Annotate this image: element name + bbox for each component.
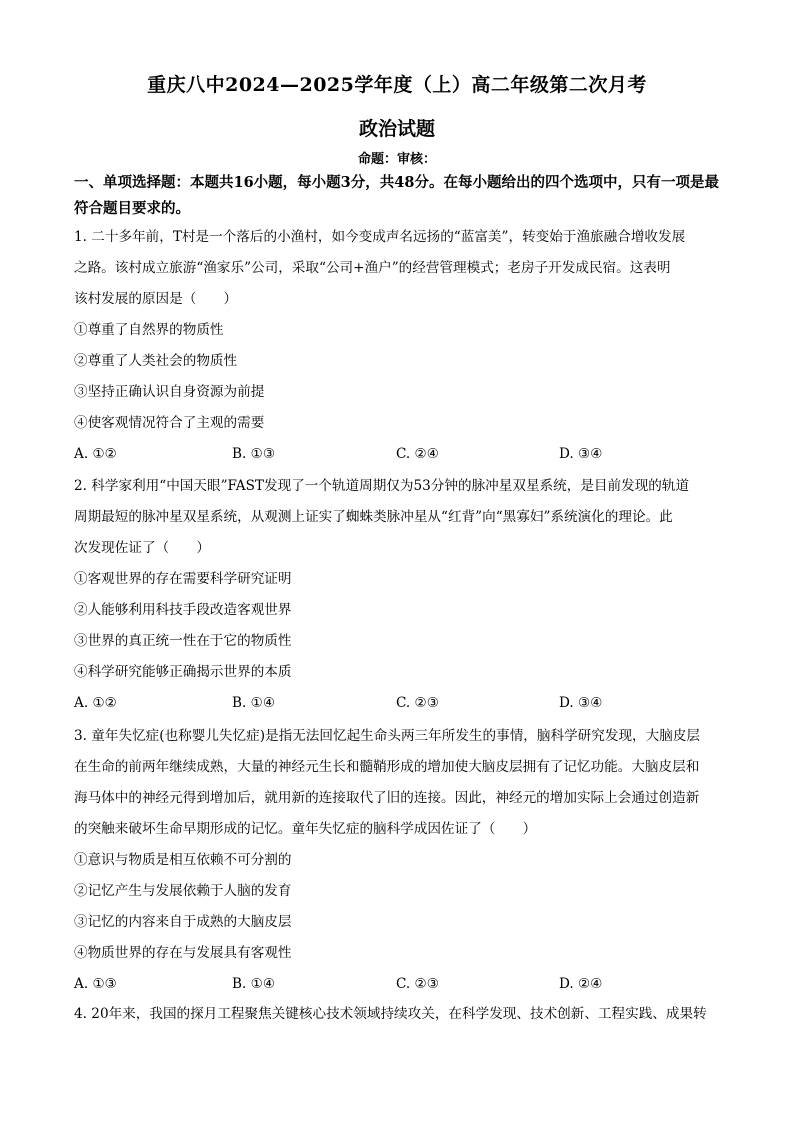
question-block	[74, 999, 724, 1030]
answer-choices	[74, 439, 724, 470]
statement-option: ①意识与物质是相互依赖不可分割的	[74, 852, 292, 868]
answer-choices	[74, 969, 724, 1000]
question-stem: 该村发展的原因是（ ）	[74, 291, 238, 307]
question-stem: 海马体中的神经元得到增加后，就用新的连接取代了旧的连接。因此，神经元的增加实际上会通过创造新	[74, 790, 700, 806]
question-stem: 2. 科学家利用“中国天眼”FAST发现了一个轨道周期仅为53分钟的脉冲星双星系统，是目前发现的轨道	[74, 478, 690, 494]
question-stem: 在生命的前两年继续成熟，大量的神经元生长和髓鞘形成的增加使大脑皮层拥有了记忆功能。大脑皮层和	[74, 759, 700, 775]
statement-option: ③世界的真正统一性在于它的物质性	[74, 633, 292, 649]
choice-b: B. ①④	[232, 976, 276, 992]
choice-b: B. ①③	[232, 446, 276, 462]
choice-c: C. ②③	[396, 695, 439, 711]
choice-d: D. ②④	[559, 976, 603, 992]
statement-option: ②尊重了人类社会的物质性	[74, 353, 238, 369]
statement-option: ③记忆的内容来自于成熟的大脑皮层	[74, 914, 292, 930]
author-reviewer-line: 命题：审核：	[357, 152, 436, 167]
question-stem: 1. 二十多年前，T村是一个落后的小渔村，如今变成声名远扬的“蓝富美”，转变始于渔旅融合增收发展	[74, 229, 686, 245]
question-block	[74, 471, 724, 719]
statement-option: ④科学研究能够正确揭示世界的本质	[74, 664, 292, 680]
question-block	[74, 721, 724, 1000]
question-stem: 次发现佐证了（ ）	[74, 540, 210, 556]
question-block	[74, 222, 724, 470]
choice-b: B. ①④	[232, 695, 276, 711]
choice-c: C. ②③	[396, 976, 439, 992]
choice-a: A. ①③	[74, 976, 117, 992]
section-heading: 一、单项选择题：本题共16小题，每小题3分，共48分。在每小题给出的四个选项中，只有一项是最符合题目要求的。	[74, 174, 719, 217]
statement-option: ③坚持正确认识自身资源为前提	[74, 384, 265, 400]
exam-title: 重庆八中2024—2025学年度（上）高二年级第二次月考	[147, 74, 647, 96]
statement-option: ④物质世界的存在与发展具有客观性	[74, 945, 292, 961]
subject-title: 政治试题	[358, 118, 435, 140]
question-stem: 3. 童年失忆症(也称婴儿失忆症)是指无法回忆起生命头两三年所发生的事情，脑科学研究发现，大脑皮层	[74, 728, 701, 744]
question-stem: 周期最短的脉冲星双星系统，从观测上证实了蜘蛛类脉冲星从“红背”向“黑寡妇”系统演化的理论。此	[74, 509, 673, 525]
question-stem: 4. 20年来，我国的探月工程聚焦关键核心技术领域持续攻关，在科学发现、技术创新、工程实践、成果转	[74, 1006, 707, 1022]
choice-a: A. ①②	[74, 446, 117, 462]
statement-option: ②记忆产生与发展依赖于人脑的发育	[74, 883, 292, 899]
question-stem: 之路。该村成立旅游“渔家乐”公司，采取“公司+渔户”的经营管理模式；老房子开发成民宿。这表明	[74, 260, 671, 276]
choice-a: A. ①②	[74, 695, 117, 711]
answer-choices	[74, 688, 724, 719]
choice-c: C. ②④	[396, 446, 439, 462]
statement-option: ④使客观情况符合了主观的需要	[74, 415, 265, 431]
statement-option: ②人能够利用科技手段改造客观世界	[74, 602, 292, 618]
choice-d: D. ③④	[559, 446, 603, 462]
statement-option: ①客观世界的存在需要科学研究证明	[74, 571, 292, 587]
statement-option: ①尊重了自然界的物质性	[74, 322, 224, 338]
question-stem: 的突触来破坏生命早期形成的记忆。童年失忆症的脑科学成因佐证了（ ）	[74, 821, 537, 837]
choice-d: D. ③④	[559, 695, 603, 711]
